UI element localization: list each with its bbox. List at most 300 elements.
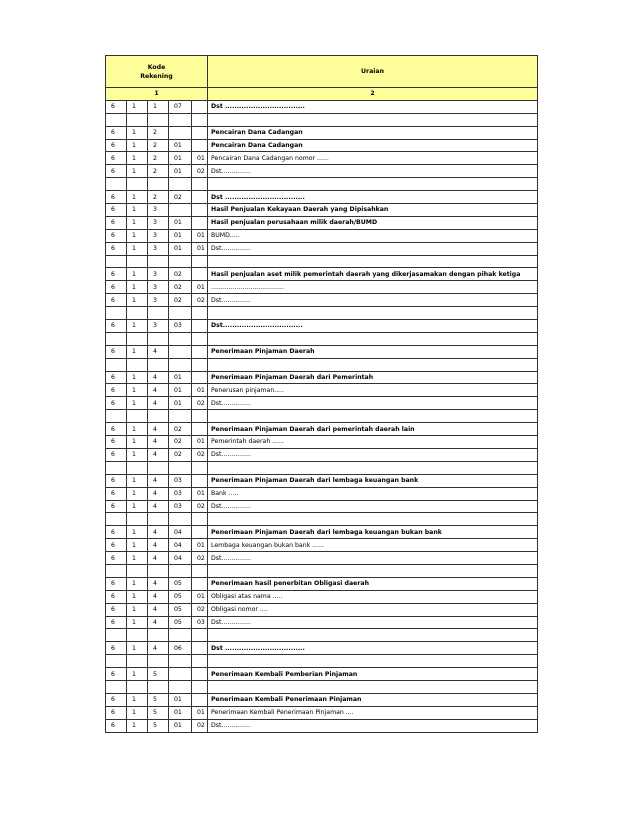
kode-cell: 4 xyxy=(148,474,169,487)
kode-cell: 05 xyxy=(169,616,192,629)
kode-cell: 02 xyxy=(192,294,208,307)
kode-cell: 1 xyxy=(127,487,148,500)
table-row xyxy=(106,294,538,307)
kode-cell: 02 xyxy=(192,552,208,565)
kode-cell: 6 xyxy=(106,100,127,113)
kode-cell: 1 xyxy=(127,693,148,706)
kode-cell xyxy=(192,358,208,371)
uraian-cell: Bank ..... xyxy=(208,487,538,500)
uraian-cell: Lembaga keuangan bukan bank ...... xyxy=(208,539,538,552)
kode-cell: 03 xyxy=(169,487,192,500)
kode-cell: 02 xyxy=(169,191,192,204)
kode-cell: 3 xyxy=(148,268,169,281)
kode-cell xyxy=(106,680,127,693)
kode-cell: 02 xyxy=(192,397,208,410)
kode-cell: 6 xyxy=(106,603,127,616)
kode-cell: 6 xyxy=(106,165,127,178)
kode-cell: 4 xyxy=(148,397,169,410)
kode-cell xyxy=(106,461,127,474)
uraian-cell xyxy=(208,410,538,423)
kode-cell: 1 xyxy=(127,371,148,384)
kode-cell: 4 xyxy=(148,577,169,590)
kode-cell: 1 xyxy=(127,552,148,565)
kode-cell xyxy=(192,474,208,487)
table-row xyxy=(106,113,538,126)
kode-cell: 1 xyxy=(127,603,148,616)
table-row xyxy=(106,255,538,268)
table-row xyxy=(106,552,538,565)
kode-cell xyxy=(169,655,192,668)
kode-cell xyxy=(148,113,169,126)
uraian-cell: Pencairan Dana Cadangan xyxy=(208,139,538,152)
kode-cell xyxy=(192,668,208,681)
kode-cell: 3 xyxy=(148,204,169,217)
kode-cell: 1 xyxy=(127,320,148,333)
kode-cell xyxy=(192,526,208,539)
kode-cell: 6 xyxy=(106,229,127,242)
kode-cell xyxy=(169,178,192,191)
kode-cell: 1 xyxy=(127,126,148,139)
kode-cell: 6 xyxy=(106,577,127,590)
kode-cell: 1 xyxy=(127,139,148,152)
kode-cell xyxy=(192,216,208,229)
kode-cell xyxy=(192,371,208,384)
kode-cell xyxy=(127,629,148,642)
kode-cell xyxy=(192,332,208,345)
kode-cell: 6 xyxy=(106,436,127,449)
kode-cell: 3 xyxy=(148,216,169,229)
table-row xyxy=(106,590,538,603)
uraian-cell: Penerimaan Pinjaman Daerah dari pemerintah daerah lain xyxy=(208,423,538,436)
kode-cell: 02 xyxy=(169,423,192,436)
kode-cell: 5 xyxy=(148,693,169,706)
table-row xyxy=(106,461,538,474)
kode-cell: 6 xyxy=(106,242,127,255)
kode-cell: 3 xyxy=(148,281,169,294)
kode-cell: 1 xyxy=(127,281,148,294)
kode-cell: 1 xyxy=(127,242,148,255)
uraian-cell: Dst............... xyxy=(208,719,538,732)
table-row xyxy=(106,358,538,371)
kode-cell xyxy=(192,100,208,113)
kode-cell: 5 xyxy=(148,668,169,681)
kode-cell: 3 xyxy=(148,294,169,307)
kode-cell: 3 xyxy=(148,229,169,242)
kode-cell xyxy=(192,255,208,268)
kode-cell: 01 xyxy=(169,139,192,152)
table-row xyxy=(106,332,538,345)
uraian-cell xyxy=(208,178,538,191)
kode-cell xyxy=(148,629,169,642)
kode-cell: 01 xyxy=(169,165,192,178)
kode-cell: 01 xyxy=(169,384,192,397)
uraian-cell: Dst .................................. xyxy=(208,191,538,204)
kode-cell xyxy=(106,255,127,268)
kode-cell xyxy=(192,564,208,577)
kode-cell: 02 xyxy=(169,448,192,461)
kode-cell: 03 xyxy=(169,474,192,487)
kode-cell xyxy=(169,680,192,693)
kode-cell: 6 xyxy=(106,590,127,603)
table-row xyxy=(106,126,538,139)
table-row xyxy=(106,629,538,642)
kode-cell: 01 xyxy=(169,693,192,706)
kode-cell: 1 xyxy=(127,474,148,487)
uraian-cell xyxy=(208,655,538,668)
table-row xyxy=(106,500,538,513)
kode-cell: 6 xyxy=(106,668,127,681)
table-row xyxy=(106,268,538,281)
table-row xyxy=(106,616,538,629)
kode-cell xyxy=(192,126,208,139)
uraian-cell: Hasil penjualan aset milik pemerintah daerah yang dikerjasamakan dengan pihak ketiga xyxy=(208,268,538,281)
kode-cell xyxy=(192,629,208,642)
table-row xyxy=(106,242,538,255)
uraian-cell: Pencairan Dana Cadangan xyxy=(208,126,538,139)
table-row xyxy=(106,345,538,358)
kode-cell: 05 xyxy=(169,590,192,603)
kode-cell: 1 xyxy=(127,526,148,539)
kode-cell xyxy=(192,461,208,474)
kode-cell: 4 xyxy=(148,526,169,539)
uraian-cell: Penerimaan Kembali Penerimaan Pinjaman xyxy=(208,693,538,706)
kode-cell xyxy=(127,307,148,320)
table-row xyxy=(106,668,538,681)
kode-cell: 1 xyxy=(127,616,148,629)
uraian-cell xyxy=(208,307,538,320)
kode-cell: 6 xyxy=(106,152,127,165)
kode-cell: 02 xyxy=(192,603,208,616)
kode-cell: 5 xyxy=(148,706,169,719)
rekening-table xyxy=(105,55,538,733)
kode-cell xyxy=(192,113,208,126)
table-row xyxy=(106,423,538,436)
kode-cell: 1 xyxy=(127,577,148,590)
uraian-cell: Dst............... xyxy=(208,552,538,565)
uraian-cell: Penerimaan Pinjaman Daerah xyxy=(208,345,538,358)
kode-cell xyxy=(192,204,208,217)
table-row xyxy=(106,680,538,693)
kode-cell: 2 xyxy=(148,139,169,152)
kode-rekening-header xyxy=(106,56,208,88)
kode-cell xyxy=(148,332,169,345)
kode-cell xyxy=(169,564,192,577)
kode-cell xyxy=(148,255,169,268)
kode-cell xyxy=(127,358,148,371)
table-row xyxy=(106,384,538,397)
uraian-cell: Dst .................................. xyxy=(208,642,538,655)
kode-cell: 4 xyxy=(148,539,169,552)
kode-cell xyxy=(169,255,192,268)
kode-cell: 01 xyxy=(169,371,192,384)
table-row xyxy=(106,577,538,590)
kode-cell xyxy=(192,191,208,204)
kode-cell xyxy=(148,680,169,693)
uraian-cell xyxy=(208,113,538,126)
kode-cell xyxy=(169,307,192,320)
kode-cell: 03 xyxy=(192,616,208,629)
kode-cell: 03 xyxy=(169,500,192,513)
uraian-cell xyxy=(208,564,538,577)
column-number-1: 1 xyxy=(106,88,208,101)
kode-cell xyxy=(106,655,127,668)
kode-cell: 1 xyxy=(127,423,148,436)
table-row xyxy=(106,152,538,165)
kode-cell: 01 xyxy=(192,229,208,242)
uraian-cell: Dst............... xyxy=(208,242,538,255)
kode-cell xyxy=(192,268,208,281)
table-row xyxy=(106,191,538,204)
kode-cell: 02 xyxy=(192,500,208,513)
kode-cell: 4 xyxy=(148,423,169,436)
kode-cell: 02 xyxy=(169,281,192,294)
kode-cell: 4 xyxy=(148,487,169,500)
kode-cell: 6 xyxy=(106,139,127,152)
kode-cell: 02 xyxy=(192,448,208,461)
table-row xyxy=(106,474,538,487)
kode-cell xyxy=(106,564,127,577)
uraian-cell: Hasil penjualan perusahaan milik daerah/BUMD xyxy=(208,216,538,229)
kode-cell: 1 xyxy=(127,384,148,397)
kode-cell xyxy=(192,178,208,191)
kode-cell xyxy=(169,332,192,345)
kode-cell xyxy=(192,139,208,152)
kode-cell xyxy=(192,577,208,590)
kode-cell xyxy=(148,307,169,320)
kode-cell: 4 xyxy=(148,642,169,655)
kode-cell: 6 xyxy=(106,294,127,307)
uraian-cell: Penerimaan Kembali Pemberian Pinjaman xyxy=(208,668,538,681)
kode-cell xyxy=(192,320,208,333)
kode-cell xyxy=(169,461,192,474)
uraian-cell: Penerimaan Pinjaman Daerah dari lembaga keuangan bank xyxy=(208,474,538,487)
kode-cell: 1 xyxy=(127,590,148,603)
kode-cell: 01 xyxy=(192,384,208,397)
table-row xyxy=(106,719,538,732)
table-row xyxy=(106,513,538,526)
kode-cell: 1 xyxy=(148,100,169,113)
kode-cell: 3 xyxy=(148,242,169,255)
table-row xyxy=(106,603,538,616)
uraian-cell: Dst............... xyxy=(208,448,538,461)
kode-cell: 1 xyxy=(127,191,148,204)
kode-cell: 06 xyxy=(169,642,192,655)
kode-cell: 01 xyxy=(169,216,192,229)
kode-cell: 5 xyxy=(148,719,169,732)
kode-cell: 6 xyxy=(106,487,127,500)
uraian-cell: BUMD..... xyxy=(208,229,538,242)
table-row xyxy=(106,526,538,539)
kode-cell: 1 xyxy=(127,268,148,281)
uraian-cell xyxy=(208,358,538,371)
kode-cell xyxy=(169,345,192,358)
kode-cell: 6 xyxy=(106,320,127,333)
kode-cell: 6 xyxy=(106,345,127,358)
kode-cell xyxy=(192,642,208,655)
kode-cell: 6 xyxy=(106,191,127,204)
kode-cell: 2 xyxy=(148,126,169,139)
header-row xyxy=(106,56,538,88)
kode-cell: 6 xyxy=(106,268,127,281)
uraian-cell: Obligasi nomor .... xyxy=(208,603,538,616)
kode-cell xyxy=(148,358,169,371)
uraian-cell: Dst............... xyxy=(208,397,538,410)
kode-cell: 6 xyxy=(106,706,127,719)
kode-cell xyxy=(127,255,148,268)
kode-cell: 05 xyxy=(169,603,192,616)
table-row xyxy=(106,448,538,461)
kode-cell: 1 xyxy=(127,165,148,178)
kode-cell: 4 xyxy=(148,436,169,449)
kode-cell: 1 xyxy=(127,719,148,732)
kode-cell: 4 xyxy=(148,552,169,565)
kode-cell: 6 xyxy=(106,204,127,217)
kode-cell xyxy=(192,345,208,358)
kode-cell: 2 xyxy=(148,152,169,165)
kode-cell: 02 xyxy=(169,268,192,281)
kode-cell: 3 xyxy=(148,320,169,333)
kode-cell xyxy=(192,655,208,668)
kode-cell xyxy=(169,204,192,217)
uraian-cell: Obligasi atas nama ..... xyxy=(208,590,538,603)
kode-rekening-label: Kode Rekening xyxy=(140,63,173,80)
kode-cell xyxy=(169,358,192,371)
kode-cell xyxy=(127,655,148,668)
kode-cell: 2 xyxy=(148,191,169,204)
uraian-cell: Dst............... xyxy=(208,500,538,513)
kode-cell: 01 xyxy=(192,539,208,552)
kode-cell xyxy=(192,307,208,320)
column-number-row xyxy=(106,88,538,101)
kode-cell: 6 xyxy=(106,448,127,461)
kode-cell: 04 xyxy=(169,526,192,539)
kode-cell: 02 xyxy=(169,436,192,449)
table-row xyxy=(106,165,538,178)
kode-cell xyxy=(169,410,192,423)
uraian-cell xyxy=(208,332,538,345)
kode-cell: 01 xyxy=(169,242,192,255)
kode-cell xyxy=(169,668,192,681)
kode-cell: 1 xyxy=(127,706,148,719)
kode-cell: 6 xyxy=(106,693,127,706)
kode-cell: 01 xyxy=(169,719,192,732)
kode-cell: 2 xyxy=(148,165,169,178)
uraian-cell xyxy=(208,255,538,268)
kode-cell: 02 xyxy=(192,165,208,178)
kode-cell xyxy=(127,564,148,577)
kode-cell: 01 xyxy=(192,281,208,294)
kode-cell xyxy=(106,358,127,371)
uraian-cell: Dst.................................. xyxy=(208,320,538,333)
kode-cell xyxy=(192,680,208,693)
kode-cell: 6 xyxy=(106,423,127,436)
kode-cell: 1 xyxy=(127,436,148,449)
kode-cell: 03 xyxy=(169,320,192,333)
uraian-cell: Penerimaan Kembali Penerimaan Pinjaman .... xyxy=(208,706,538,719)
kode-cell xyxy=(148,178,169,191)
kode-cell: 01 xyxy=(169,397,192,410)
table-row xyxy=(106,397,538,410)
kode-cell: 1 xyxy=(127,448,148,461)
kode-cell xyxy=(169,126,192,139)
kode-cell: 4 xyxy=(148,345,169,358)
kode-cell: 1 xyxy=(127,345,148,358)
table-row xyxy=(106,229,538,242)
kode-cell: 07 xyxy=(169,100,192,113)
kode-cell xyxy=(192,410,208,423)
kode-cell: 6 xyxy=(106,642,127,655)
kode-cell xyxy=(148,564,169,577)
table-body xyxy=(106,56,538,733)
kode-cell: 6 xyxy=(106,719,127,732)
table-row xyxy=(106,436,538,449)
kode-cell: 01 xyxy=(192,487,208,500)
kode-cell: 4 xyxy=(148,384,169,397)
kode-cell: 4 xyxy=(148,448,169,461)
kode-cell: 04 xyxy=(169,539,192,552)
uraian-cell: Dst .................................. xyxy=(208,100,538,113)
uraian-cell xyxy=(208,680,538,693)
kode-cell xyxy=(106,629,127,642)
uraian-header: Uraian xyxy=(208,56,538,88)
kode-cell: 6 xyxy=(106,526,127,539)
table-row xyxy=(106,216,538,229)
uraian-cell: Dst............... xyxy=(208,616,538,629)
kode-cell: 4 xyxy=(148,616,169,629)
kode-cell: 6 xyxy=(106,397,127,410)
kode-cell: 6 xyxy=(106,216,127,229)
kode-cell: 01 xyxy=(169,706,192,719)
kode-cell: 4 xyxy=(148,500,169,513)
kode-cell: 6 xyxy=(106,552,127,565)
table-row xyxy=(106,642,538,655)
uraian-cell xyxy=(208,461,538,474)
table-row xyxy=(106,204,538,217)
kode-cell xyxy=(106,113,127,126)
kode-cell: 1 xyxy=(127,397,148,410)
kode-cell xyxy=(169,629,192,642)
kode-cell xyxy=(192,423,208,436)
kode-cell: 01 xyxy=(192,152,208,165)
table-row xyxy=(106,655,538,668)
uraian-cell xyxy=(208,629,538,642)
kode-cell: 6 xyxy=(106,371,127,384)
kode-cell: 1 xyxy=(127,152,148,165)
kode-cell: 6 xyxy=(106,126,127,139)
kode-cell: 4 xyxy=(148,590,169,603)
uraian-cell: Hasil Penjualan Kekayaan Daerah yang Dipisahkan xyxy=(208,204,538,217)
kode-cell: 6 xyxy=(106,474,127,487)
column-number-2: 2 xyxy=(208,88,538,101)
kode-cell: 6 xyxy=(106,384,127,397)
table-row xyxy=(106,178,538,191)
table-row xyxy=(106,539,538,552)
uraian-cell: ..................................... xyxy=(208,281,538,294)
kode-cell xyxy=(106,332,127,345)
kode-cell: 6 xyxy=(106,500,127,513)
kode-cell: 1 xyxy=(127,539,148,552)
table-row xyxy=(106,100,538,113)
kode-cell xyxy=(127,332,148,345)
kode-cell: 01 xyxy=(169,152,192,165)
kode-cell: 01 xyxy=(192,590,208,603)
kode-cell: 1 xyxy=(127,294,148,307)
kode-cell xyxy=(106,307,127,320)
kode-cell: 1 xyxy=(127,204,148,217)
kode-cell xyxy=(106,513,127,526)
kode-cell: 4 xyxy=(148,371,169,384)
kode-cell: 01 xyxy=(192,242,208,255)
